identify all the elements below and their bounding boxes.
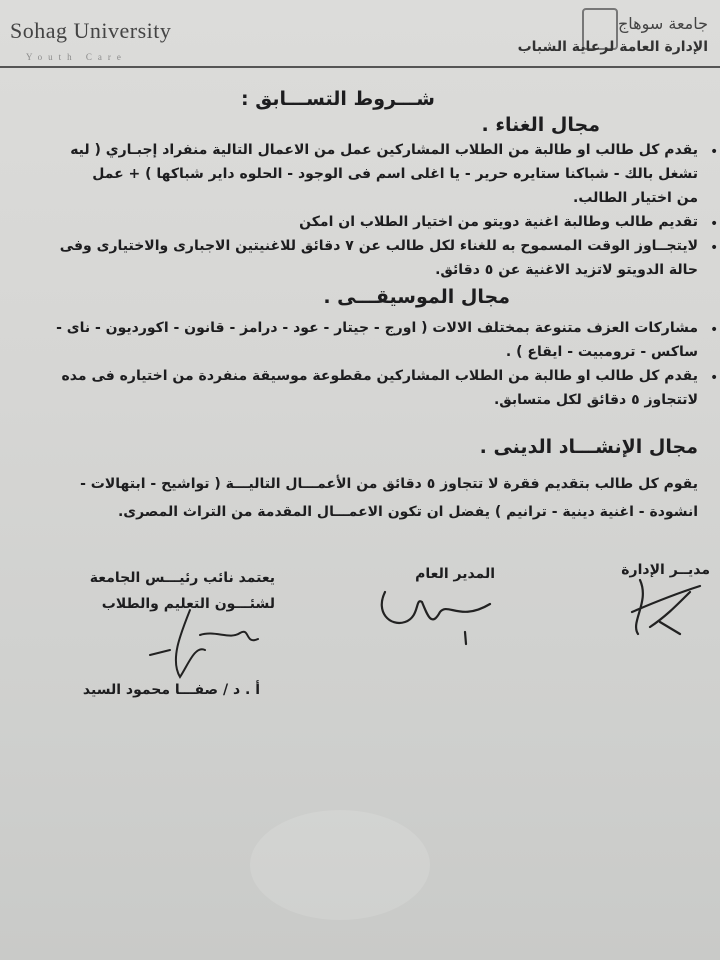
singing-item-1-line-3: من اختيار الطالب.: [573, 190, 698, 206]
university-name-en: Sohag University: [10, 18, 172, 43]
music-item-2-line-1: يقدم كل طالب او طالبة من الطلاب المشاركين مقطوعة موسيقة منفردة من اختياره فى مده: [61, 368, 698, 384]
approval-title-1: يعتمد نائب رئيـــس الجامعة: [89, 570, 275, 586]
bullet-icon: •: [710, 216, 719, 232]
watermark-seal: [250, 810, 430, 920]
general-manager-signature: [370, 572, 500, 652]
approver-name: أ . د / صفـــا محمود السيد: [82, 682, 260, 698]
general-manager-title: المدير العام: [415, 566, 495, 582]
religious-line-2: انشودة - اغنية دينية - ترانيم ) يفضل ان تكون الاعمـــال المقدمة من التراث المصرى.: [117, 504, 698, 520]
page-title: شـــروط التســـابق :: [241, 88, 435, 110]
singing-item-3-line-2: حالة الدويتو لاتزيد الاغنية عن ٥ دقائق.: [435, 262, 698, 278]
manager-title: مديــر الإدارة: [621, 562, 710, 578]
music-item-1-line-1: مشاركات العزف متنوعة بمختلف الالات ( اورج - جيتار - عود - درامز - قانون - اكورديون - ناى -: [56, 320, 698, 336]
singing-heading: مجال الغناء .: [481, 114, 600, 136]
singing-item-1-line-2: تشغل بالك - شباكنا ستايره حرير - يا اغلى اسم فى الوجود - الحلوه داير شباكها ) + عمل: [92, 166, 698, 182]
religious-heading: مجال الإنشـــاد الدينى .: [479, 436, 698, 458]
singing-item-1-line-1: يقدم كل طالب او طالبة من الطلاب المشاركين عمل من الاعمال التالية منفراد إجبـاري ( ليه: [70, 142, 698, 158]
department-name-ar: الإدارة العامة لرعاية الشباب: [517, 39, 708, 55]
music-item-1-line-2: ساكس - ترومبيت - ايقاع ) .: [505, 344, 698, 360]
manager-signature: [620, 572, 710, 642]
approval-title-2: لشئـــون التعليم والطلاب: [101, 596, 275, 612]
singing-item-2: تقديم طالب وطالبة اغنية دويتو من اختيار الطلاب ان امكن: [299, 214, 698, 230]
approver-signature: [140, 605, 270, 685]
singing-item-3-line-1: لايتجــاوز الوقت المسموح به للغناء لكل طالب عن ٧ دقائق للاغنيتين الاجبارى والاختيارى وفى: [59, 238, 698, 254]
letterhead-divider: [0, 66, 720, 68]
university-name-ar: جامعة سوهاج: [617, 14, 708, 33]
letterhead-ar: [518, 14, 708, 55]
music-item-2-line-2: لاتتجاوز ٥ دقائق لكل متسابق.: [493, 392, 698, 408]
university-subtitle-en: Youth Care: [26, 52, 127, 62]
bullet-icon: •: [710, 370, 719, 386]
music-heading: مجال الموسيقـــى .: [323, 286, 510, 308]
religious-line-1: يقوم كل طالب بتقديم فقرة لا تتجاوز ٥ دقائق من الأعمـــال التاليـــة ( تواشيح - ابتهالات -: [80, 476, 698, 492]
bullet-icon: •: [710, 144, 719, 160]
bullet-icon: •: [710, 240, 719, 256]
bullet-icon: •: [710, 322, 719, 338]
